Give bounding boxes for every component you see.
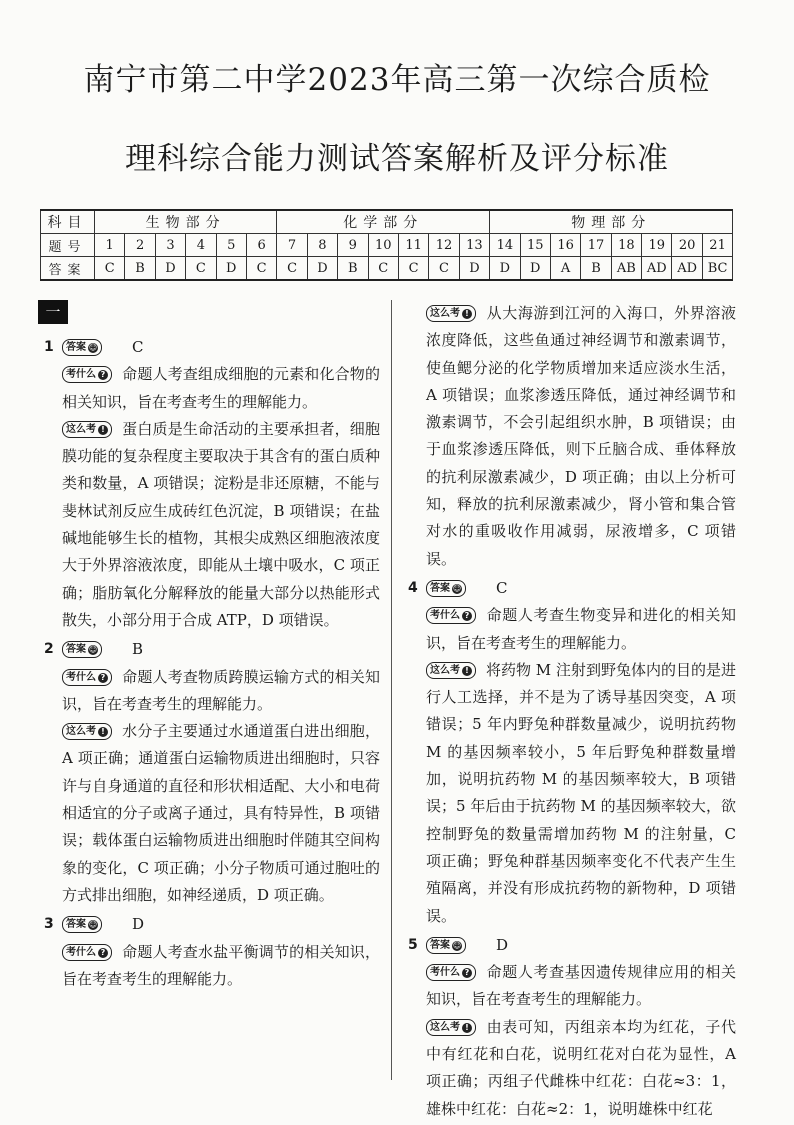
section-chemistry: 化学部分: [277, 210, 490, 234]
question-number: 8: [307, 234, 337, 257]
answer-cell: D: [155, 257, 185, 281]
smile-icon: ☺: [88, 343, 98, 352]
analysis-block: [62, 939, 380, 994]
answer-cell: AD: [642, 257, 672, 281]
number-row: [41, 234, 733, 257]
question-number: 4: [186, 234, 216, 257]
answer-tag: 答案 ☺: [62, 916, 102, 933]
question-header-2: [44, 636, 380, 663]
analysis-block: [426, 602, 736, 930]
answer-cell: C: [429, 257, 459, 281]
exclamation-icon: !: [462, 666, 472, 676]
row-label-subject: 科目: [41, 210, 95, 234]
question-answer: C: [496, 578, 508, 597]
analysis-block: [426, 300, 736, 573]
answer-tag: 答案 ☺: [62, 339, 102, 356]
question-number-label: 1: [44, 339, 54, 355]
question-number: 1: [95, 234, 125, 257]
answer-cell: B: [338, 257, 368, 281]
answer-cell: C: [398, 257, 428, 281]
question-number: 17: [581, 234, 611, 257]
answer-cell: C: [246, 257, 276, 281]
what-paragraph: 考什么 ? 命题人考查物质跨膜运输方式的相关知识，旨在考查考生的理解能力。: [62, 667, 380, 713]
answer-cell: C: [277, 257, 307, 281]
answer-cell: AB: [611, 257, 641, 281]
question-header-4: [408, 575, 736, 602]
answer-cell: D: [459, 257, 489, 281]
question-icon: ?: [462, 611, 472, 621]
question-number: 21: [702, 234, 732, 257]
smile-icon: ☺: [452, 940, 462, 950]
question-number: 3: [155, 234, 185, 257]
question-header-5: [408, 932, 736, 959]
answer-cell: D: [520, 257, 550, 281]
document-title: 南宁市第二中学2023年高三第一次综合质检: [83, 62, 711, 98]
row-label-answer: 答案: [41, 257, 95, 281]
question-header-1: [44, 334, 380, 361]
answer-cell: D: [307, 257, 337, 281]
question-number-label: 5: [408, 936, 418, 953]
question-number: 11: [398, 234, 428, 257]
question-number-label: 2: [44, 641, 54, 658]
how-tag: 这么考 !: [426, 1019, 476, 1036]
answer-cell: D: [490, 257, 520, 281]
how-paragraph: 这么考 ! 水分子主要通过水通道蛋白进出细胞，A 项正确；通道蛋白运输物质进出细胞时，只容许与自身通道的直径和形状相适配、大小和电荷相适宜的分子或离子通过，具有特异性，B 项错误；载体蛋白运输物质进出细胞时伴随其空间构象的变化，C 项正确；小分子物质可通过胞吐的方式排出细胞，如神经递质，D 项正确。: [62, 722, 380, 904]
question-answer: B: [132, 640, 144, 659]
question-number: 6: [246, 234, 276, 257]
question-number-label: 4: [408, 579, 418, 596]
answer-cell: B: [125, 257, 155, 281]
exclamation-icon: !: [462, 1023, 472, 1033]
how-tag: 这么考 !: [62, 421, 112, 438]
section-biology: 生物部分: [95, 210, 277, 234]
section-label: 一: [38, 300, 68, 324]
question-number: 18: [611, 234, 641, 257]
question-number-label: 3: [44, 916, 54, 933]
answer-row: [41, 257, 733, 281]
question-number: 19: [642, 234, 672, 257]
what-paragraph: 考什么 ? 命题人考查基因遗传规律应用的相关知识，旨在考查考生的理解能力。: [426, 963, 736, 1009]
answer-cell: BC: [702, 257, 732, 281]
right-column: [408, 300, 736, 1125]
exclamation-icon: !: [462, 309, 472, 319]
question-number: 10: [368, 234, 398, 257]
question-icon: ?: [462, 968, 472, 978]
answer-cell: B: [581, 257, 611, 281]
answer-cell: A: [550, 257, 580, 281]
how-paragraph: 这么考 ! 从大海游到江河的入海口，外界溶液浓度降低，这些鱼通过神经调节和激素调节，使鱼鳃分泌的化学物质增加来适应淡水生活，A 项错误；血浆渗透压降低，通过神经调节和激素调节，不会引起组织水肿，B 项错误；由于血浆渗透压降低，则下丘脑合成、垂体释放的抗利尿激素减少，D 项正确；由以上分析可知，释放的抗利尿激素减少，肾小管和集合管对水的重吸收作用减弱，尿液增多，C 项错误。: [426, 304, 736, 568]
question-number: 20: [672, 234, 702, 257]
question-answer: C: [132, 338, 144, 356]
how-paragraph: 这么考 ! 由表可知，丙组亲本均为红花，子代中有红花和白花，说明红花对白花为显性，A 项正确；丙组子代雌株中红花：白花≈3：1，雄株中红花：白花≈2：1，说明雄株中红花: [426, 1017, 736, 1118]
question-number: 16: [550, 234, 580, 257]
question-answer: D: [132, 915, 145, 934]
analysis-block: [426, 959, 736, 1123]
what-paragraph: 考什么 ? 命题人考查生物变异和进化的相关知识，旨在考查考生的理解能力。: [426, 606, 736, 652]
how-paragraph: 这么考 ! 将药物 M 注射到野兔体内的目的是进行人工选择，并不是为了诱导基因突变，A 项错误；5 年内野兔种群数量减少，说明抗药物 M 的基因频率较小，5 年后野兔种群数量增加，说明抗药物 M 的基因频率较大，B 项错误；5 年后由于抗药物 M 的基因频率较大，欲控制野兔的数量需增加药物 M 的注射量，C 项正确；野兔种群基因频率变化不代表产生生殖隔离，并没有形成抗药物的新物种，D 项错误。: [426, 660, 736, 925]
how-tag: 这么考 !: [426, 662, 476, 679]
question-number: 15: [520, 234, 550, 257]
question-number: 13: [459, 234, 489, 257]
question-header-3: [44, 911, 380, 938]
question-icon: ?: [98, 673, 108, 683]
what-tag: 考什么 ?: [426, 607, 476, 624]
row-label-number: 题号: [41, 234, 95, 257]
what-tag: 考什么 ?: [62, 669, 112, 686]
how-paragraph: 这么考 ! 蛋白质是生命活动的主要承担者，细胞膜功能的复杂程度主要取决于其含有的蛋白质种类和数量，A 项错误；淀粉是非还原糖，不能与斐林试剂反应生成砖红色沉淀，B 项错误；在盐碱地能够生长的植物，其根尖成熟区细胞液浓度大于外界溶液浓度，即能从土壤中吸水，C 项正确；脂肪氧化分解释放的能量大部分以热能形式散失，小部分用于合成 ATP，D 项错误。: [62, 419, 380, 629]
how-tag: 这么考 !: [62, 723, 112, 740]
answer-tag: 答案 ☺: [62, 641, 102, 658]
answer-cell: C: [186, 257, 216, 281]
what-tag: 考什么 ?: [62, 366, 112, 383]
what-paragraph: 考什么 ? 命题人考查水盐平衡调节的相关知识，旨在考查考生的理解能力。: [62, 942, 380, 988]
exclamation-icon: !: [98, 727, 108, 737]
smile-icon: ☺: [88, 920, 98, 930]
smile-icon: ☺: [88, 645, 98, 655]
how-tag: 这么考 !: [426, 305, 476, 322]
what-tag: 考什么 ?: [426, 964, 476, 981]
section-physics: 物理部分: [490, 210, 733, 234]
answer-tag: 答案 ☺: [426, 937, 466, 954]
analysis-block: [62, 664, 380, 910]
question-icon: ?: [98, 370, 108, 380]
answer-cell: C: [368, 257, 398, 281]
what-tag: 考什么 ?: [62, 944, 112, 961]
smile-icon: ☺: [452, 583, 462, 593]
question-number: 12: [429, 234, 459, 257]
left-column: [44, 334, 380, 995]
question-number: 14: [490, 234, 520, 257]
answer-cell: C: [95, 257, 125, 281]
answer-tag: 答案 ☺: [426, 580, 466, 597]
answer-cell: D: [216, 257, 246, 281]
document-subtitle: 理科综合能力测试答案解析及评分标准: [125, 141, 669, 177]
question-number: 7: [277, 234, 307, 257]
question-number: 2: [125, 234, 155, 257]
exclamation-icon: !: [98, 425, 108, 435]
question-number: 5: [216, 234, 246, 257]
what-paragraph: 考什么 ? 命题人考查组成细胞的元素和化合物的相关知识，旨在考查考生的理解能力。: [62, 365, 380, 411]
subject-row: [41, 210, 733, 234]
question-number: 9: [338, 234, 368, 257]
answer-key-table: [40, 209, 733, 281]
question-icon: ?: [98, 948, 108, 958]
analysis-block: [62, 361, 380, 634]
answer-cell: AD: [672, 257, 702, 281]
question-answer: D: [496, 935, 509, 954]
column-divider: [391, 300, 392, 1080]
